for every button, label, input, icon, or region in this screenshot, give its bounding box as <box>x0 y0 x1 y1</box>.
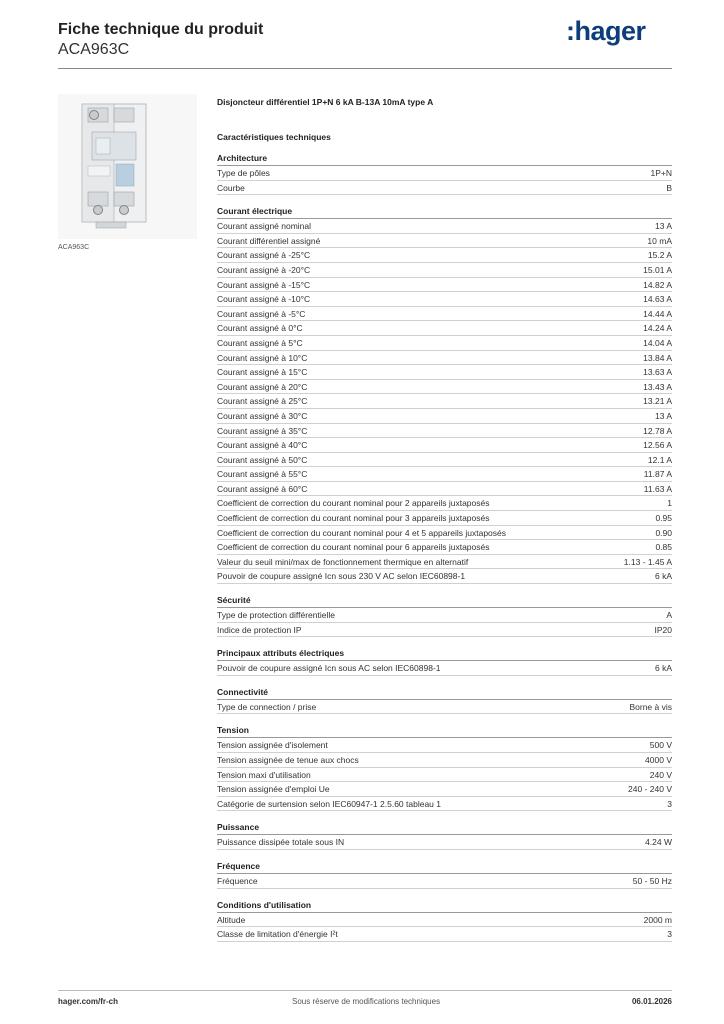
spec-value: 6 kA <box>654 663 672 674</box>
page-header <box>58 20 263 60</box>
section-heading: Sécurité <box>217 594 672 608</box>
spec-row <box>217 181 672 196</box>
spec-value: A <box>666 610 672 621</box>
spec-row <box>217 835 672 850</box>
spec-label: Coefficient de correction du courant nominal pour 4 et 5 appareils juxtaposés <box>217 527 507 538</box>
spec-label: Pouvoir de coupure assigné Icn sous 230 V AC selon IEC60898-1 <box>217 571 466 582</box>
spec-row <box>217 874 672 889</box>
spec-row <box>217 424 672 439</box>
spec-label: Courant assigné à 20°C <box>217 381 308 392</box>
section-spacer <box>217 195 672 205</box>
section-heading: Fréquence <box>217 860 672 874</box>
spec-value: 6 kA <box>654 571 672 582</box>
section-heading: Conditions d'utilisation <box>217 899 672 913</box>
spec-value: 14.44 A <box>643 308 672 319</box>
spec-value: 14.24 A <box>643 323 672 334</box>
spec-value: 3 <box>667 798 672 809</box>
spec-row <box>217 219 672 234</box>
spec-row <box>217 248 672 263</box>
spec-row <box>217 467 672 482</box>
spec-label: Courant assigné à 50°C <box>217 454 308 465</box>
footer-date: 06.01.2026 <box>631 997 672 1006</box>
section-spacer <box>217 850 672 860</box>
spec-label: Coefficient de correction du courant nominal pour 3 appareils juxtaposés <box>217 513 490 524</box>
spec-label: Indice de protection IP <box>217 624 302 635</box>
spec-value: 13 A <box>654 221 672 232</box>
spec-value: 15.2 A <box>647 250 672 261</box>
spec-value: 10 mA <box>647 235 672 246</box>
section-heading: Architecture <box>217 152 672 166</box>
hager-logo: :hager <box>566 16 646 46</box>
spec-value: 240 V <box>649 769 672 780</box>
section-heading: Connectivité <box>217 686 672 700</box>
spec-row <box>217 438 672 453</box>
spec-value: IP20 <box>654 624 672 635</box>
header-divider <box>58 68 672 69</box>
spec-value: 0.90 <box>655 527 672 538</box>
spec-value: 13.84 A <box>643 352 672 363</box>
spec-label: Tension assignée d'emploi Ue <box>217 784 330 795</box>
spec-value: 12.1 A <box>647 454 672 465</box>
section-spacer <box>217 637 672 647</box>
spec-row <box>217 409 672 424</box>
spec-row <box>217 526 672 541</box>
spec-label: Courant assigné à 60°C <box>217 483 308 494</box>
spec-row <box>217 365 672 380</box>
spec-row <box>217 234 672 249</box>
spec-label: Courant assigné à 15°C <box>217 367 308 378</box>
spec-label: Courbe <box>217 182 245 193</box>
spec-value: 2000 m <box>643 914 672 925</box>
spec-sections <box>217 152 672 942</box>
spec-label: Courant différentiel assigné <box>217 235 321 246</box>
spec-row <box>217 608 672 623</box>
spec-value: 1P+N <box>650 168 672 178</box>
spec-label: Courant assigné à -10°C <box>217 294 311 305</box>
spec-label: Tension maxi d'utilisation <box>217 769 311 780</box>
spec-row <box>217 569 672 584</box>
spec-row <box>217 797 672 812</box>
spec-value: 14.82 A <box>643 279 672 290</box>
spec-row <box>217 540 672 555</box>
spec-row <box>217 496 672 511</box>
spec-row <box>217 738 672 753</box>
spec-value: 0.95 <box>655 513 672 524</box>
spec-row <box>217 380 672 395</box>
spec-label: Courant assigné à 25°C <box>217 396 308 407</box>
spec-row <box>217 555 672 570</box>
spec-value: 14.04 A <box>643 337 672 348</box>
spec-value: 0.85 <box>655 542 672 553</box>
spec-label: Courant assigné à 10°C <box>217 352 308 363</box>
spec-value: 12.56 A <box>643 440 672 451</box>
spec-label: Courant assigné à 5°C <box>217 337 303 348</box>
spec-row <box>217 768 672 783</box>
spec-row <box>217 661 672 676</box>
spec-value: 14.63 A <box>643 294 672 305</box>
spec-value: 4000 V <box>645 755 672 765</box>
spec-row <box>217 166 672 181</box>
spec-value: Borne à vis <box>629 701 672 712</box>
spec-label: Altitude <box>217 914 246 925</box>
spec-row <box>217 336 672 351</box>
section-heading: Principaux attributs électriques <box>217 647 672 661</box>
spec-label: Fréquence <box>217 875 258 886</box>
spec-value: 12.78 A <box>643 425 672 436</box>
footer-divider <box>58 990 672 991</box>
spec-label: Courant assigné à 35°C <box>217 425 308 436</box>
spec-label: Courant assigné nominal <box>217 221 312 232</box>
spec-label: Valeur du seuil mini/max de fonctionnement thermique en alternatif <box>217 556 469 567</box>
spec-label: Tension assignée de tenue aux chocs <box>217 755 359 765</box>
spec-row <box>217 927 672 942</box>
spec-row <box>217 351 672 366</box>
spec-value: 13 A <box>654 410 672 421</box>
document-title: Fiche technique du produit <box>58 21 264 38</box>
spec-value: 15.01 A <box>643 264 672 275</box>
spec-row <box>217 263 672 278</box>
spec-label: Courant assigné à -15°C <box>217 279 311 290</box>
spec-row <box>217 913 672 928</box>
spec-label: Courant assigné à 40°C <box>217 440 308 451</box>
spec-value: 1.13 - 1.45 A <box>623 556 672 567</box>
section-spacer <box>217 714 672 724</box>
spec-row <box>217 278 672 293</box>
spec-row <box>217 753 672 768</box>
spec-label: Puissance dissipée totale sous IN <box>217 837 345 848</box>
spec-value: 13.63 A <box>643 367 672 378</box>
section-heading: Puissance <box>217 821 672 835</box>
spec-label: Catégorie de surtension selon IEC60947-1 2.5.60 tableau 1 <box>217 798 441 809</box>
footer-website-link[interactable]: hager.com/fr-ch <box>58 997 119 1006</box>
spec-label: Classe de limitation d'énergie I²t <box>217 929 338 940</box>
spec-label: Coefficient de correction du courant nominal pour 6 appareils juxtaposés <box>217 542 490 553</box>
spec-label: Courant assigné à 0°C <box>217 323 303 334</box>
footer-disclaimer: Sous réserve de modifications techniques <box>292 997 441 1006</box>
spec-value: 1 <box>667 498 672 509</box>
spec-label: Tension assignée d'isolement <box>217 740 328 751</box>
characteristics-title: Caractéristiques techniques <box>217 132 331 142</box>
section-heading: Tension <box>217 724 672 738</box>
spec-label: Coefficient de correction du courant nominal pour 2 appareils juxtaposés <box>217 498 490 509</box>
product-image <box>58 94 197 239</box>
spec-label: Type de pôles <box>217 168 270 178</box>
spec-value: B <box>666 182 672 193</box>
spec-value: 13.21 A <box>643 396 672 407</box>
spec-label: Courant assigné à -25°C <box>217 250 311 261</box>
spec-row <box>217 511 672 526</box>
spec-row <box>217 700 672 715</box>
spec-value: 11.63 A <box>643 483 672 494</box>
spec-label: Courant assigné à 55°C <box>217 469 308 480</box>
spec-value: 240 - 240 V <box>628 784 672 795</box>
product-image-caption: ACA963C <box>58 244 90 251</box>
section-spacer <box>217 584 672 594</box>
section-heading: Courant électrique <box>217 205 672 219</box>
spec-label: Type de protection différentielle <box>217 610 335 621</box>
spec-row <box>217 292 672 307</box>
spec-value: 11.87 A <box>643 469 672 480</box>
spec-label: Courant assigné à -5°C <box>217 308 306 319</box>
section-spacer <box>217 676 672 686</box>
spec-row <box>217 307 672 322</box>
spec-label: Courant assigné à 30°C <box>217 410 308 421</box>
spec-row <box>217 782 672 797</box>
spec-row <box>217 453 672 468</box>
spec-value: 3 <box>667 929 672 940</box>
technical-content <box>217 95 672 942</box>
spec-label: Pouvoir de coupure assigné Icn sous AC selon IEC60898-1 <box>217 663 441 674</box>
section-spacer <box>217 811 672 821</box>
spec-row <box>217 482 672 497</box>
spec-label: Courant assigné à -20°C <box>217 264 311 275</box>
spec-label: Type de connection / prise <box>217 701 317 712</box>
spec-value: 50 - 50 Hz <box>632 875 672 886</box>
product-description: Disjoncteur différentiel 1P+N 6 kA B-13A 10mA type A <box>217 97 434 107</box>
product-reference: ACA963C <box>58 41 130 58</box>
spec-value: 13.43 A <box>643 381 672 392</box>
spec-row <box>217 321 672 336</box>
spec-value: 4.24 W <box>645 837 672 848</box>
spec-row <box>217 623 672 638</box>
spec-row <box>217 394 672 409</box>
spec-value: 500 V <box>649 740 672 751</box>
section-spacer <box>217 889 672 899</box>
